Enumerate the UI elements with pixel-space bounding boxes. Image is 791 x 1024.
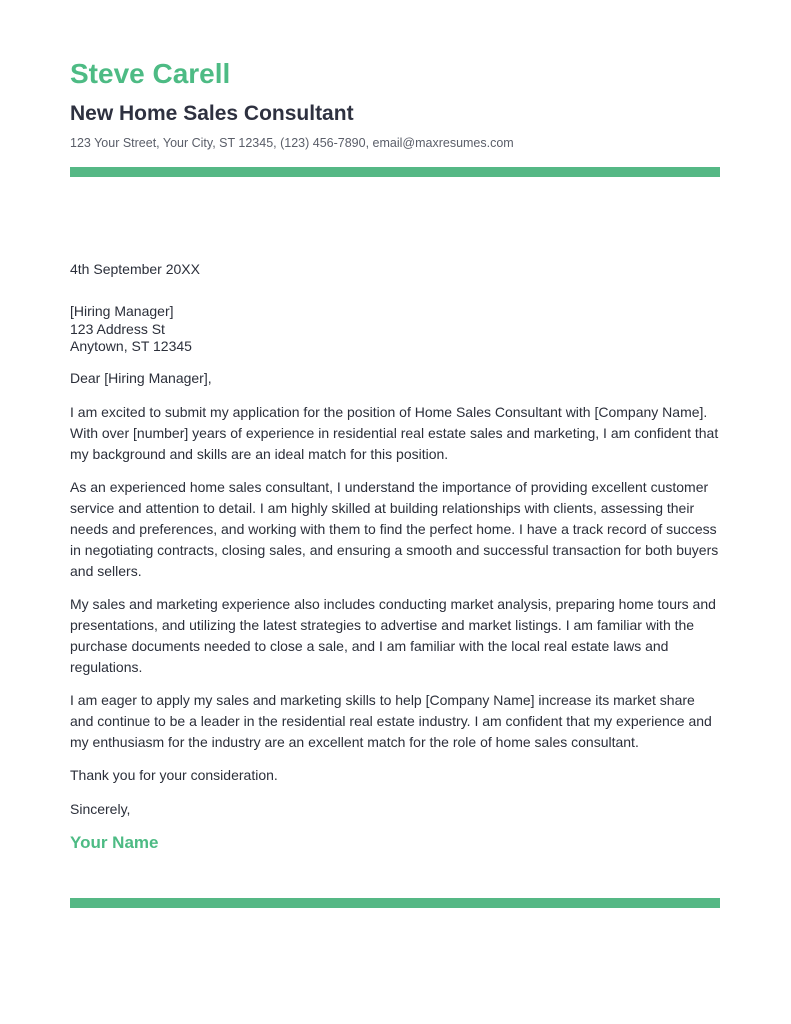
thanks-line: Thank you for your consideration. bbox=[70, 767, 278, 783]
salutation: Dear [Hiring Manager], bbox=[70, 370, 212, 386]
footer-divider bbox=[70, 898, 720, 908]
applicant-name: Steve Carell bbox=[70, 58, 231, 89]
recipient-line-2: 123 Address St bbox=[70, 320, 165, 337]
recipient-line-3: Anytown, ST 12345 bbox=[70, 338, 192, 354]
contact-info: 123 Your Street, Your City, ST 12345, (123) 456-7890, email@maxresumes.com bbox=[70, 136, 514, 150]
signature-name: Your Name bbox=[70, 833, 159, 852]
closing-line: Sincerely, bbox=[70, 801, 131, 817]
body-paragraph-4: I am eager to apply my sales and marketing skills to help [Company Name] increase its market share and continue to be a leader in the residential real estate industry. I am confident that my experience and my enthusiasm for the industry are an excellent match for the role of home sales consultant. bbox=[70, 692, 712, 750]
body-paragraph-2: As an experienced home sales consultant, I understand the importance of providing excellent customer service and attention to detail. I am highly skilled at building relationships with clients, assessing their needs and preferences, and working with them to find the perfect home. I have a track record of success in negotiating contracts, closing sales, and ensuring a smooth and successful transaction for both buyers and sellers. bbox=[70, 479, 719, 579]
recipient-line-1: [Hiring Manager] bbox=[70, 303, 174, 319]
body-paragraph-1: I am excited to submit my application for the position of Home Sales Consultant with [Company Name]. With over [number] years of experience in residential real estate sales and marketing, I am confident that my background and skills are an ideal match for this position. bbox=[70, 404, 719, 462]
body-paragraph-3: My sales and marketing experience also includes conducting market analysis, preparing home tours and presentations, and utilizing the latest strategies to advertise and market listings. I am familiar with the purchase documents needed to close a sale, and I am familiar with the local real estate laws and regulations. bbox=[70, 596, 716, 675]
header-divider bbox=[70, 167, 720, 177]
job-title: New Home Sales Consultant bbox=[70, 102, 354, 125]
recipient-address bbox=[70, 303, 720, 356]
letter-date: 4th September 20XX bbox=[70, 261, 200, 277]
